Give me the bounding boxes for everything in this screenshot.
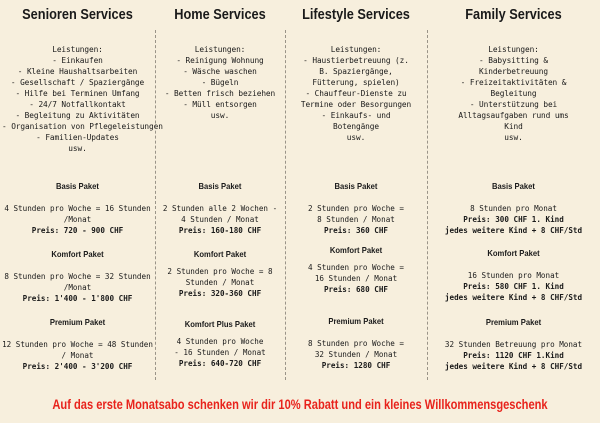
services-list xyxy=(429,44,598,143)
column-title: Family Services xyxy=(465,7,562,23)
package-title: Premium Paket xyxy=(49,317,106,327)
package-price: Preis: 680 CHF xyxy=(323,285,388,294)
package-desc-line: / Monat xyxy=(61,351,94,360)
service-item: - Hilfe bei Terminen Umfang xyxy=(15,89,140,98)
package-description xyxy=(427,203,600,214)
package-desc-line: 4 Stunden pro Woche = xyxy=(307,263,404,272)
service-item: - Wäsche waschen xyxy=(183,67,257,76)
package-price: Preis: 1280 CHF xyxy=(321,361,391,370)
service-item: - Bügeln xyxy=(201,78,239,87)
service-item: Alltagsaufgaben rund ums xyxy=(458,111,569,120)
service-item: - Reinigung Wohnung xyxy=(176,56,264,65)
service-item: Termine oder Besorgungen xyxy=(300,100,412,109)
service-item: - Müll entsorgen xyxy=(183,100,257,109)
service-item: usw. xyxy=(68,144,87,153)
service-item: Kinderbetreuung xyxy=(479,67,548,76)
package-description xyxy=(155,336,285,358)
services-heading: Leistungen: xyxy=(52,45,103,54)
service-item: - 24/7 Notfallkontakt xyxy=(29,100,126,109)
service-item: usw. xyxy=(346,133,366,142)
service-item: - Einkaufs- und xyxy=(321,111,391,120)
package-desc-line: 2 Stunden pro Woche = 8 xyxy=(167,267,273,276)
service-item: Begleitung xyxy=(490,89,537,98)
package-komfort xyxy=(0,249,155,304)
package-price: Preis: 580 CHF 1. Kind xyxy=(463,282,564,291)
package-desc-line: /Monat xyxy=(63,283,92,292)
promo-footer: Auf das erste Monatsabo schenken wir dir 10% Rabatt und ein kleines Willkommensgeschenk xyxy=(52,397,548,412)
package-title: Komfort Paket xyxy=(329,245,383,255)
package-desc-line: 8 Stunden / Monat xyxy=(317,215,395,224)
package-basis xyxy=(155,181,285,236)
package-price: Preis: 720 - 900 CHF xyxy=(31,226,124,235)
package-title: Komfort Paket xyxy=(193,249,247,259)
services-list xyxy=(157,44,283,121)
package-price: Preis: 640-720 CHF xyxy=(178,359,262,368)
package-price: Preis: 2'400 - 3'200 CHF xyxy=(22,362,133,371)
package-title: Basis Paket xyxy=(492,181,535,191)
service-item: usw. xyxy=(504,133,523,142)
package-title: Basis Paket xyxy=(198,181,242,191)
package-basis xyxy=(285,181,427,236)
package-desc-line: 32 Stunden Betreuung pro Monat xyxy=(444,340,583,349)
package-title: Basis Paket xyxy=(334,181,378,191)
package-description xyxy=(427,270,600,281)
package-komfort-plus xyxy=(155,319,285,369)
package-basis xyxy=(0,181,155,236)
services-heading: Leistungen: xyxy=(330,45,382,54)
service-item: B. Spaziergänge, xyxy=(319,67,393,76)
package-title: Premium Paket xyxy=(328,316,384,326)
service-item: - Kleine Haushaltsarbeiten xyxy=(17,67,138,76)
package-price: Preis: 300 CHF 1. Kind xyxy=(463,215,564,224)
column-title: Senioren Services xyxy=(22,7,133,23)
service-item: - Unterstützung bei xyxy=(469,100,558,109)
package-extra-child: jedes weitere Kind + 8 CHF/Std xyxy=(444,362,583,371)
package-description xyxy=(285,338,427,360)
package-description xyxy=(0,339,155,361)
package-desc-line: 8 Stunden pro Monat xyxy=(470,204,557,213)
package-komfort xyxy=(155,249,285,299)
package-desc-line: 4 Stunden pro Woche = 16 Stunden xyxy=(4,204,151,213)
package-komfort xyxy=(285,245,427,295)
package-description xyxy=(155,266,285,288)
package-desc-line: Stunden / Monat xyxy=(185,278,255,287)
package-title: Basis Paket xyxy=(56,181,99,191)
service-item: - Gesellschaft / Spaziergänge xyxy=(10,78,145,87)
package-price: Preis: 160-180 CHF xyxy=(178,226,262,235)
package-description xyxy=(285,203,427,225)
package-price: Preis: 320-360 CHF xyxy=(178,289,262,298)
package-extra-child: jedes weitere Kind + 8 CHF/Std xyxy=(444,293,583,302)
service-item: - Familien-Updates xyxy=(36,133,119,142)
package-title: Premium Paket xyxy=(485,317,542,327)
service-item: - Einkaufen xyxy=(52,56,103,65)
services-heading: Leistungen: xyxy=(194,45,246,54)
package-title: Komfort Plus Paket xyxy=(184,319,256,329)
package-desc-line: 2 Stunden pro Woche = xyxy=(307,204,404,213)
service-item: - Chauffeur-Dienste zu xyxy=(305,89,407,98)
service-item: usw. xyxy=(210,111,230,120)
service-item: - Freizeitaktivitäten & xyxy=(460,78,567,87)
package-desc-line: 4 Stunden pro Woche xyxy=(176,337,264,346)
package-desc-line: 16 Stunden pro Monat xyxy=(467,271,560,280)
package-description xyxy=(0,271,155,293)
package-premium xyxy=(427,317,600,372)
service-item: - Haustierbetreuung (z. xyxy=(303,56,409,65)
package-desc-line: 4 Stunden / Monat xyxy=(181,215,259,224)
package-description xyxy=(427,339,600,350)
package-desc-line: 16 Stunden / Monat xyxy=(314,274,398,283)
package-basis xyxy=(427,181,600,236)
service-item: Fütterung, spielen) xyxy=(312,78,400,87)
package-desc-line: /Monat xyxy=(63,215,92,224)
package-desc-line: 32 Stunden / Monat xyxy=(314,350,398,359)
column-title: Lifestyle Services xyxy=(302,7,410,23)
package-desc-line: 8 Stunden pro Woche = 32 Stunden xyxy=(4,272,151,281)
package-komfort xyxy=(427,248,600,303)
package-price: Preis: 1'400 - 1'800 CHF xyxy=(22,294,133,303)
service-item: - Babysitting & xyxy=(479,56,548,65)
services-list xyxy=(2,44,163,154)
service-item: - Begleitung zu Aktivitäten xyxy=(15,111,140,120)
package-premium xyxy=(0,317,155,372)
package-title: Komfort Paket xyxy=(487,248,540,258)
service-item: Kind xyxy=(504,122,523,131)
service-item: - Betten frisch beziehen xyxy=(164,89,276,98)
package-description xyxy=(285,262,427,284)
package-price: Preis: 1120 CHF 1.Kind xyxy=(463,351,564,360)
package-description xyxy=(0,203,155,225)
service-item: - Organisation von Pflegeleistungen xyxy=(2,122,163,131)
package-description xyxy=(155,203,285,225)
package-desc-line: 12 Stunden pro Woche = 48 Stunden xyxy=(2,340,153,349)
package-title: Komfort Paket xyxy=(51,249,104,259)
services-list xyxy=(287,44,425,143)
package-desc-line: - 16 Stunden / Monat xyxy=(174,348,266,357)
services-heading: Leistungen: xyxy=(488,45,539,54)
package-premium xyxy=(285,316,427,371)
service-item: Botengänge xyxy=(333,122,379,131)
package-desc-line: 8 Stunden pro Woche = xyxy=(307,339,404,348)
column-title: Home Services xyxy=(174,7,266,23)
package-desc-line: 2 Stunden alle 2 Wochen - xyxy=(162,204,278,213)
package-price: Preis: 360 CHF xyxy=(323,226,388,235)
package-extra-child: jedes weitere Kind + 8 CHF/Std xyxy=(444,226,583,235)
